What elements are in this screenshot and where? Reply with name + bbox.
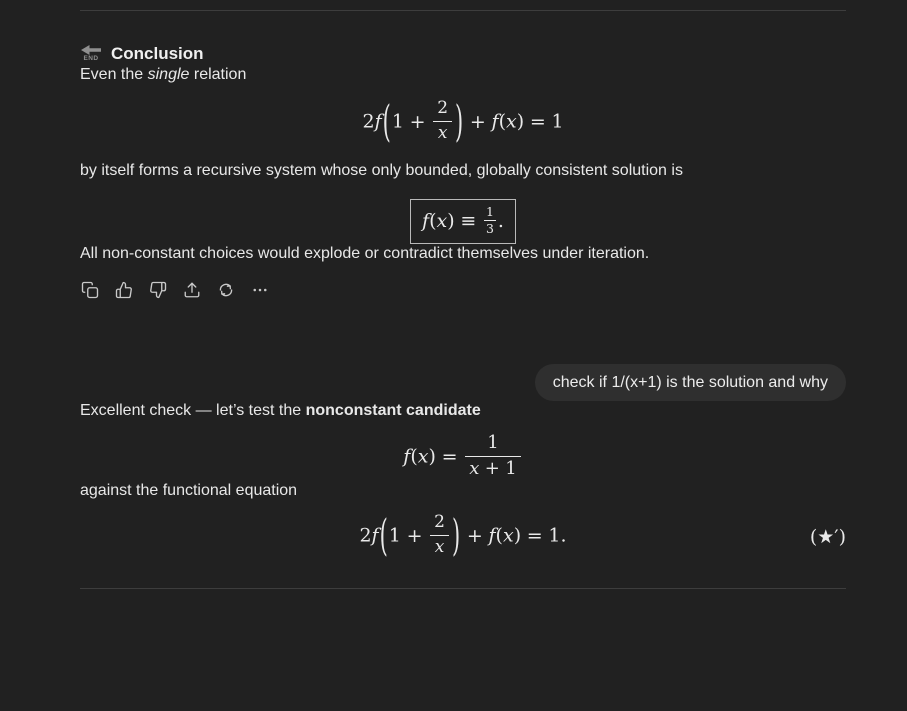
math-token: + <box>406 525 423 547</box>
text-run-italic: single <box>147 66 190 83</box>
math-token: x <box>502 525 514 547</box>
math-token: x <box>436 209 448 232</box>
conclusion-title: Conclusion <box>111 44 204 63</box>
math-token: x <box>506 111 517 133</box>
message-divider-bottom <box>80 588 846 589</box>
regenerate-icon <box>217 281 235 299</box>
copy-icon <box>81 281 99 299</box>
regenerate-button[interactable] <box>216 280 236 300</box>
thumbs-down-icon <box>149 281 167 299</box>
text-run: Even the <box>80 66 148 83</box>
chat-background <box>0 10 907 711</box>
math-expression <box>422 204 504 236</box>
math-token: x <box>417 446 429 468</box>
math-token: = <box>526 525 543 547</box>
math-big-paren: ( <box>379 510 388 560</box>
thumbs-down-button[interactable] <box>148 280 168 300</box>
math-token: f <box>374 111 382 133</box>
math-token: f <box>403 446 411 468</box>
conclusion-heading <box>80 43 846 65</box>
paragraph-nonconstant: All non-constant choices would explode or contradict themselves under iteration. <box>80 245 650 262</box>
math-token: + <box>484 457 500 479</box>
math-expression <box>403 432 522 480</box>
text-run-bold: nonconstant candidate <box>305 402 481 419</box>
math-fraction <box>430 513 449 556</box>
math-token: + <box>409 111 426 133</box>
equation-star-tag: (★′) <box>809 526 846 548</box>
math-token: f <box>491 111 499 133</box>
paragraph-excellent-check <box>80 401 846 421</box>
end-arrow-icon <box>81 45 101 55</box>
share-button[interactable] <box>182 280 202 300</box>
math-fraction <box>484 205 496 236</box>
math-fraction <box>433 99 452 142</box>
math-numerator: 2 <box>430 513 449 535</box>
math-token: + <box>469 111 486 133</box>
text-run: relation <box>189 66 247 83</box>
thumbs-up-icon <box>115 281 133 299</box>
math-fraction <box>465 433 520 478</box>
paragraph-intro <box>80 65 846 85</box>
math-token: ) <box>516 111 525 133</box>
paragraph-recursive-system: by itself forms a recursive system whose only bounded, globally consistent solution is <box>80 162 683 179</box>
math-token: = <box>441 446 458 468</box>
paragraph-against-equation: against the functional equation <box>80 482 298 499</box>
math-token: ≡ <box>460 209 477 232</box>
math-big-paren: ( <box>382 96 391 146</box>
math-expression <box>359 510 567 560</box>
end-icon-label: END <box>83 55 99 63</box>
math-denominator: x <box>434 536 445 557</box>
math-token: ) <box>513 525 522 547</box>
math-token: ) <box>447 209 455 232</box>
math-token: x <box>469 457 480 479</box>
math-numerator: 1 <box>485 204 494 219</box>
math-expression <box>362 96 564 146</box>
equation-boxed-solution <box>80 199 846 244</box>
equation-relation <box>80 96 846 146</box>
math-token: f <box>371 525 379 547</box>
math-token: 1 <box>391 111 404 133</box>
math-denominator <box>465 457 520 479</box>
math-token: 1 <box>388 525 401 547</box>
math-token: . <box>497 209 504 232</box>
math-token: 1 <box>551 111 564 133</box>
thumbs-up-button[interactable] <box>114 280 134 300</box>
math-token: ( <box>429 209 437 232</box>
math-token: 1. <box>548 525 567 547</box>
message-actions-toolbar <box>80 280 846 300</box>
math-token: ( <box>495 525 503 547</box>
end-icon <box>80 45 102 63</box>
math-denominator: 3 <box>485 221 494 236</box>
assistant-message-check <box>80 401 846 561</box>
user-message-bubble: check if 1/(x+1) is the solution and why <box>535 364 846 401</box>
math-token: 2 <box>362 111 375 133</box>
equation-candidate <box>80 432 846 481</box>
math-denominator: x <box>437 122 448 143</box>
math-token: 2 <box>359 525 372 547</box>
math-token: ) <box>428 446 436 468</box>
more-button[interactable] <box>250 280 270 300</box>
math-big-paren: ) <box>452 510 461 560</box>
message-divider-top <box>80 10 846 11</box>
user-message-row <box>80 364 846 401</box>
math-token: = <box>529 111 546 133</box>
math-token: ( <box>410 446 418 468</box>
chat-page <box>80 10 846 589</box>
math-numerator: 1 <box>465 433 520 456</box>
math-token: f <box>488 525 496 547</box>
math-token: f <box>422 209 430 232</box>
assistant-message-conclusion <box>80 43 846 300</box>
math-numerator: 2 <box>433 99 452 121</box>
text-run: Excellent check — let’s test the <box>80 402 306 419</box>
copy-button[interactable] <box>80 280 100 300</box>
equation-box <box>410 199 516 244</box>
equation-star <box>80 510 846 561</box>
math-big-paren: ) <box>455 96 464 146</box>
more-icon <box>251 281 269 299</box>
math-token: + <box>466 525 483 547</box>
math-token: 1 <box>505 457 517 479</box>
math-token: ( <box>498 111 506 133</box>
share-icon <box>183 281 201 299</box>
